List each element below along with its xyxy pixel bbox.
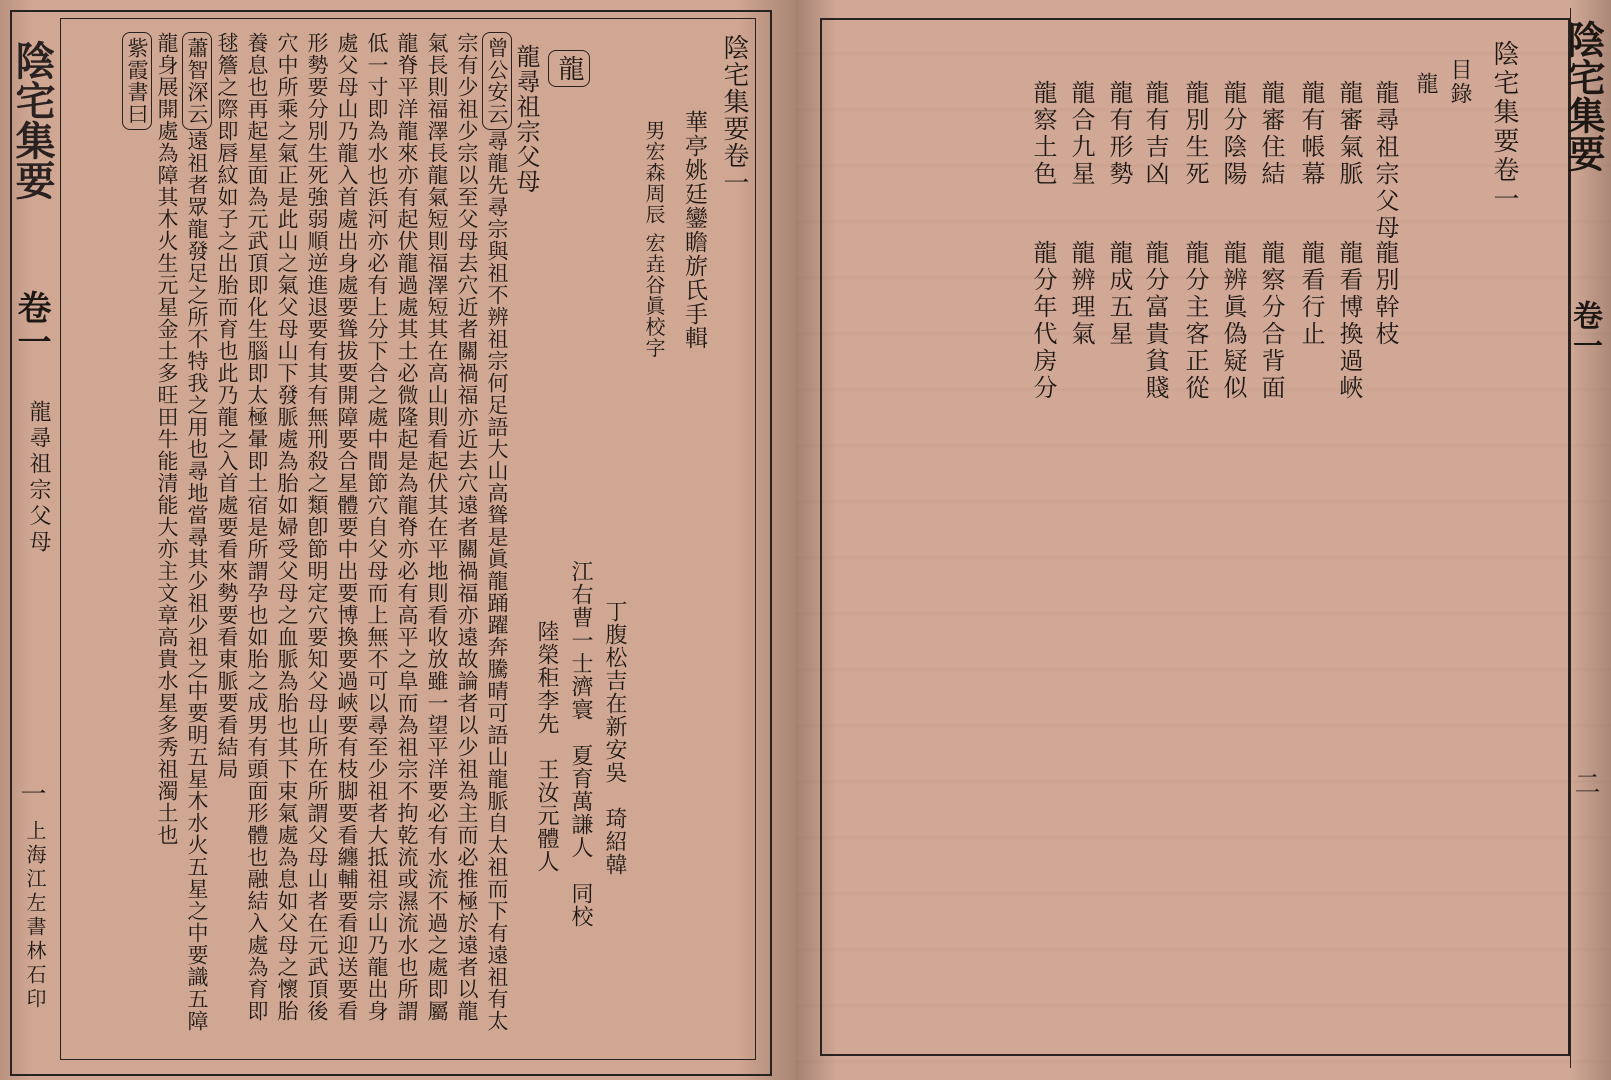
section-marker-dragon: 龍 xyxy=(548,50,590,87)
spine-page-number: 一 xyxy=(16,780,46,806)
spine-section: 龍尋祖宗父母 xyxy=(26,400,51,556)
toc-item: 龍察分合背面 xyxy=(1257,240,1285,402)
sons-line: 男宏森周辰 宏垚谷眞校字 xyxy=(642,120,666,359)
body-paragraph-2: 遠祖者眾龍發足之所不特我之用也尋地當尋其少祖少祖之中要明五星木水火五星之中要識五障龍身展開處為障其木火生元星金土多旺田牛能清能大亦主文章高貴水星多秀祖濁土也 xyxy=(155,32,209,1032)
spine-title: 陰宅集要 xyxy=(9,40,56,200)
toc-item: 龍分富貴貧賤 xyxy=(1141,240,1169,402)
toc-item: 龍有形勢 xyxy=(1105,80,1133,188)
toc-item: 龍分年代房分 xyxy=(1029,240,1057,402)
reviser-line-1: 丁腹松吉在新安吳 琦紹韓 xyxy=(602,600,627,876)
publisher-imprint: 上海江左書林石印 xyxy=(23,820,47,1012)
edge-volume: 卷一 xyxy=(1567,300,1602,360)
left-page xyxy=(0,0,800,1080)
toc-book-title: 陰宅集要卷一 xyxy=(1489,40,1519,214)
toc-section-dragon: 龍 xyxy=(1413,72,1438,94)
toc-item: 龍有帳幕 xyxy=(1297,80,1325,188)
section-title: 龍尋祖宗父母 xyxy=(512,44,540,194)
book-title: 陰宅集要卷一 xyxy=(719,34,749,196)
reviser-line-3: 陸榮秬李先 王汝元體人 xyxy=(534,620,559,873)
reviser-line-2: 江右曹一士濟寰 夏育萬謙人 同校 xyxy=(568,560,593,928)
toc-heading: 目錄 xyxy=(1447,58,1472,106)
toc-item: 龍分陰陽 xyxy=(1219,80,1247,188)
boxed-citation-1: 曾公安云 xyxy=(482,32,512,130)
toc-item: 龍尋祖宗父母 xyxy=(1371,80,1399,242)
edge-title: 陰宅集要 xyxy=(1561,20,1606,172)
right-page xyxy=(796,0,1611,1080)
boxed-citation-3: 蕭智深云 xyxy=(182,32,212,130)
toc-item: 龍察土色 xyxy=(1029,80,1057,188)
toc-item: 龍看行止 xyxy=(1297,240,1325,348)
toc-item: 龍成五星 xyxy=(1105,240,1133,348)
spine-volume: 卷一 xyxy=(11,290,51,358)
toc-item: 龍審氣脈 xyxy=(1335,80,1363,188)
main-body-text xyxy=(72,32,512,1042)
toc-item: 龍辨眞偽疑似 xyxy=(1219,240,1247,402)
toc-item: 龍別生死 xyxy=(1181,80,1209,188)
compiler-line: 華亭姚廷鑾瞻旂氏手輯 xyxy=(681,110,707,350)
body-paragraph-1: 尋龍先尋宗與祖不辨祖宗何足語大山高聳是眞龍踊躍奔騰晴可語山龍脈自太祖而下有遠祖有太宗有少祖少宗以至父母去穴近者關禍福亦近去穴遠者關禍福亦遠故論者以少祖為主而必推極於遠者以龍氣長則福澤長龍氣短則福澤短其在高山則看起伏其在平地則看收放雖一望平洋要必有水流不過之處即屬龍脊平洋龍來亦有起伏龍過處其土必微隆起是為龍脊亦必有高平之阜而為祖宗不拘乾流或濕流水也所謂低一寸即為水也浜河亦必有上分下合之處中間節穴自父母而上無不可以尋至少祖者大抵祖宗山乃龍出身處父母山乃龍入首處出身處要聳拔要開障要合星體要中出要博換要過峽要有枝脚要看纏輔要看迎送要看形勢要分別生死強弱順逆進退要有其有無刑殺之類卽節明定穴要知父母山所在所謂父母山者在元武頂後穴中所乘之氣正是此山之氣父母山下發脈處為胎如婦受父母之血脈為胎也其下束氣處為息如父母之懷胎養息也再起星面為元武頂即化生腦即太極暈即土宿是所謂孕也如胎之成男有頭面形體也融結入處為育即毬簷之際即唇紋如子之出胎而育也此乃龍之入首處要看來勢要看東脈要看結局 xyxy=(215,32,509,1032)
toc-item: 龍別幹枝 xyxy=(1371,240,1399,348)
toc-item: 龍分主客正從 xyxy=(1181,240,1209,402)
toc-item: 龍有吉凶 xyxy=(1141,80,1169,188)
edge-page-number: 二 xyxy=(1570,770,1600,796)
toc-item: 龍辨理氣 xyxy=(1067,240,1095,348)
toc-item: 龍合九星 xyxy=(1067,80,1095,188)
boxed-citation-2: 紫霞書曰 xyxy=(122,32,152,130)
toc-item: 龍審住結 xyxy=(1257,80,1285,188)
toc-item: 龍看博換過峽 xyxy=(1335,240,1363,402)
